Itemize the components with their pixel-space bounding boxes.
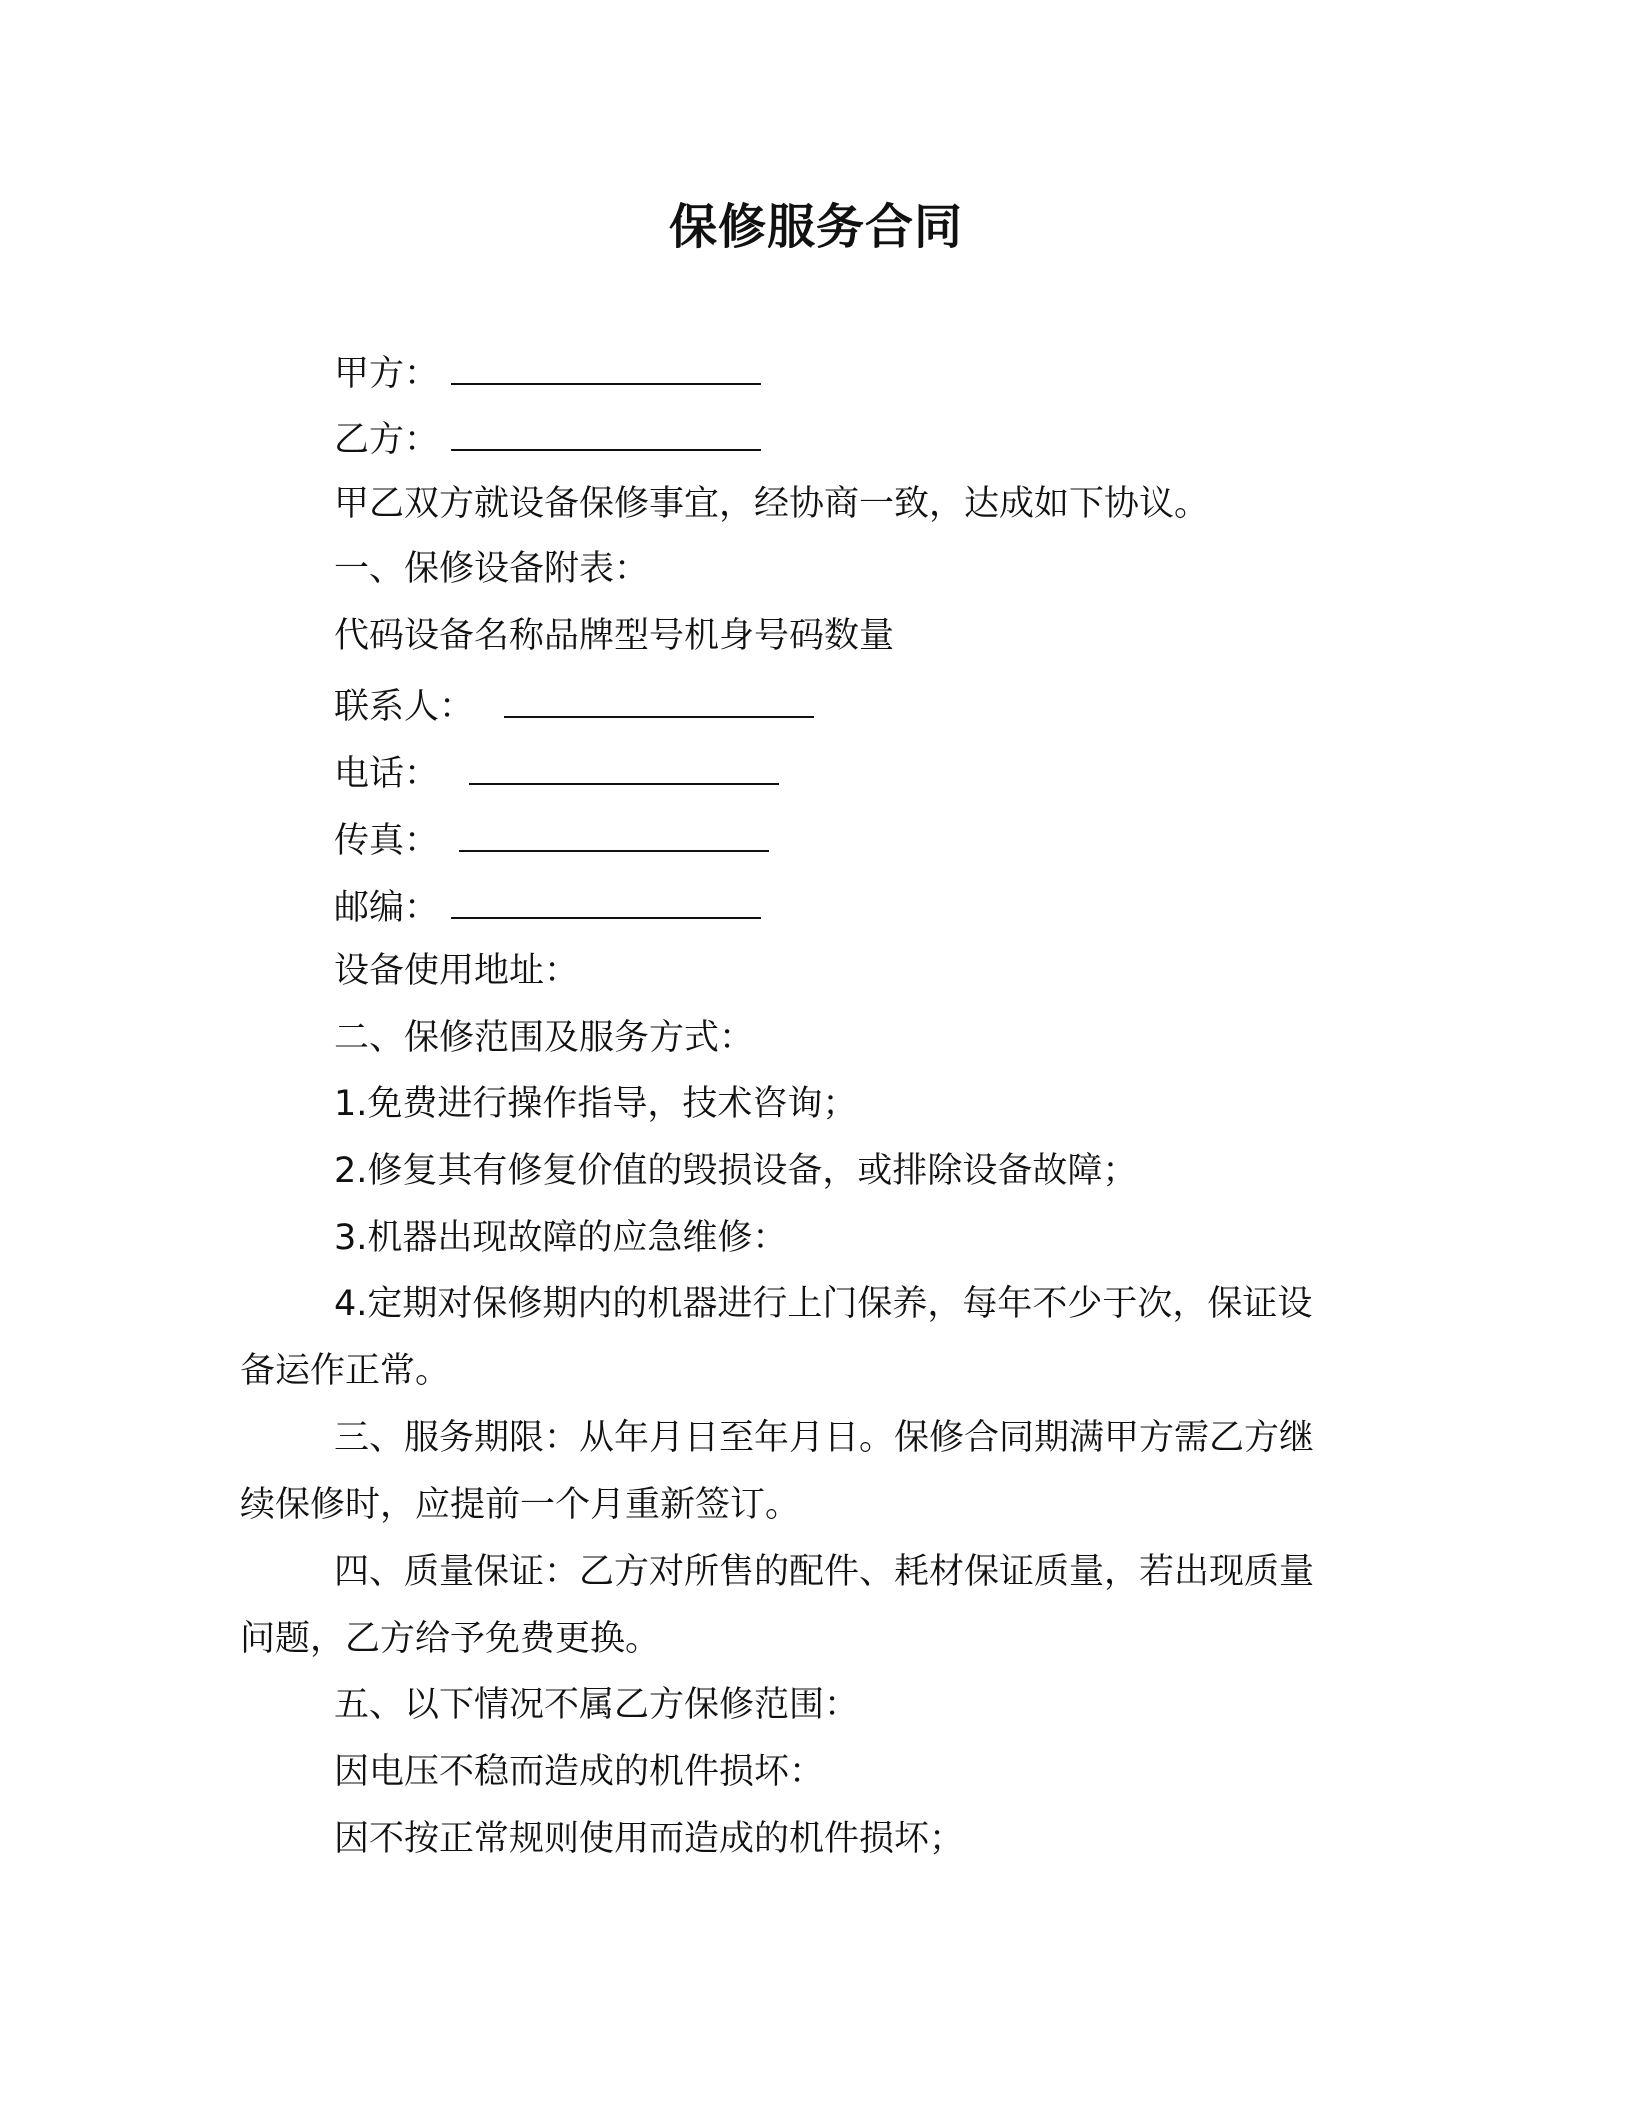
phone-blank[interactable] (469, 753, 779, 785)
section2-heading: 二、保修范围及服务方式： (334, 1018, 755, 1058)
section3-line1: 三、服务期限：从年月日至年月日。保修合同期满甲方需乙方继 (334, 1418, 1315, 1458)
party-a-label: 甲方： (334, 354, 440, 394)
party-b-line (334, 416, 761, 464)
exclusion-item-1: 因电压不稳而造成的机件损坏： (334, 1752, 825, 1792)
section3-line2: 续保修时，应提前一个月重新签订。 (240, 1485, 801, 1525)
section1-heading: 一、保修设备附表： (334, 549, 650, 589)
section4-line2: 问题，乙方给予免费更换。 (240, 1619, 661, 1659)
postcode-blank[interactable] (451, 887, 761, 919)
party-b-label: 乙方： (334, 420, 440, 460)
service-item-1: 1.免费进行操作指导，技术咨询； (334, 1084, 858, 1124)
phone-label: 电话： (334, 754, 440, 794)
fax-label: 传真： (334, 821, 440, 861)
section5-heading: 五、以下情况不属乙方保修范围： (334, 1685, 860, 1725)
contact-label: 联系人： (334, 687, 475, 727)
service-item-4-line2: 备运作正常。 (240, 1351, 451, 1391)
exclusion-item-2: 因不按正常规则使用而造成的机件损坏； (334, 1819, 965, 1859)
party-a-line (334, 350, 761, 398)
fax-line (334, 817, 769, 865)
fax-blank[interactable] (459, 820, 769, 852)
party-b-blank[interactable] (451, 419, 761, 451)
service-item-2: 2.修复其有修复价值的毁损设备，或排除设备故障； (334, 1151, 1138, 1191)
service-item-4-line1: 4.定期对保修期内的机器进行上门保养，每年不少于次，保证设 (334, 1284, 1313, 1324)
phone-line (334, 750, 779, 798)
document-title: 保修服务合同 (668, 199, 963, 255)
postcode-label: 邮编： (334, 888, 440, 928)
section4-line1: 四、质量保证：乙方对所售的配件、耗材保证质量，若出现质量 (334, 1552, 1315, 1592)
party-a-blank[interactable] (451, 353, 761, 385)
contact-line (334, 683, 814, 731)
intro-paragraph: 甲乙双方就设备保修事宜，经协商一致，达成如下协议。 (334, 484, 1210, 524)
equipment-table-header: 代码设备名称品牌型号机身号码数量 (334, 616, 895, 656)
contact-blank[interactable] (504, 686, 814, 718)
postcode-line (334, 884, 761, 932)
address-label: 设备使用地址： (334, 951, 580, 991)
service-item-3: 3.机器出现故障的应急维修： (334, 1218, 788, 1258)
